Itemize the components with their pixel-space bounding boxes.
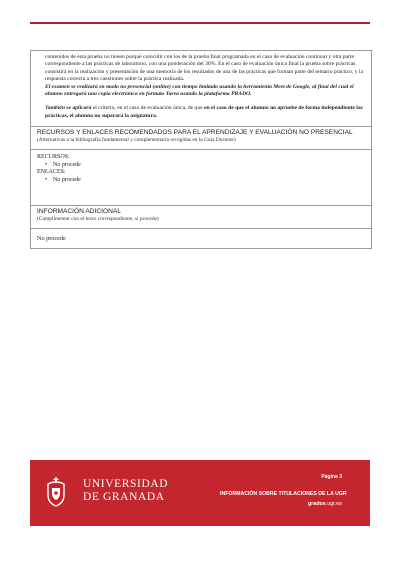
resources-header [31, 126, 371, 149]
university-seal-icon [44, 475, 68, 507]
list-item: • No procede [53, 177, 365, 185]
additional-info-value: No procede [31, 228, 371, 248]
university-name-line2: DE GRANADA [83, 491, 165, 503]
guide-table [30, 50, 372, 249]
tambien-label: También se aplicará [45, 105, 92, 112]
additional-info-subtitle: (Cumplimentar con el texto correspondiente, si procede) [37, 215, 159, 222]
enlaces-list [37, 177, 365, 185]
grados-link[interactable] [308, 501, 342, 507]
additional-info-title: INFORMACIÓN ADICIONAL [37, 207, 121, 215]
independent-practice-note [45, 105, 365, 120]
grados-suffix: .ugr.es [325, 501, 342, 507]
recursos-list [37, 162, 365, 170]
recursos-label: RECURSOS: [37, 154, 70, 161]
tambien-end: en el caso de que el alumno no apruebe de forma independiente las prácticas, el alumno no superará la asignatura. [45, 105, 363, 119]
resources-body [31, 149, 371, 204]
ugr-footer-banner [30, 460, 370, 526]
header-rule [30, 22, 370, 24]
resources-title: RECURSOS Y ENLACES RECOMENDADOS PARA EL APRENDIZAJE Y EVALUACIÓN NO PRESENCIAL [37, 129, 353, 137]
university-name-line1: UNIVERSIDAD [83, 478, 169, 490]
online-exam-note: El examen se realizará en modo no presencial (online) con tiempo limitado usando la herramienta Meet de Google, al final del cual el alumno entregará una copia electrónica en formato Tarea usando la plataforma PRADO. [45, 83, 354, 98]
titulaciones-info: INFORMACIÓN SOBRE TITULACIONES DE LA UGR [220, 491, 347, 497]
additional-info-header [31, 205, 371, 228]
page-number: Página 3 [321, 474, 342, 480]
evaluation-paragraph: contenidos de esta prueba no tienen porqué coincidir con los de la prueba final programada en el caso de evaluación continua) y otra parte correspondiente a las prácticas de laboratorio, con una ponderación del 30%. En el caso de evaluación única final la prueba sobre prácticas consistirá en la realización y presentación de una memoria de los resultados de una de las prácticas que forman parte del temario práctico, y la respuesta correcta a tres cuestiones sobre la práctica realizada. [45, 54, 363, 83]
resources-subtitle: (Alternativas a la bibliografía fundamental y complementaria recogidas en la Guía Docente) [37, 137, 236, 144]
list-item: • No procede [53, 162, 365, 170]
enlaces-label: ENLACES: [37, 169, 66, 176]
tambien-mid: el criterio, en el caso de evaluación única, de que [91, 105, 205, 112]
evaluation-text-block [31, 51, 371, 126]
grados-prefix: grados [307, 501, 326, 507]
